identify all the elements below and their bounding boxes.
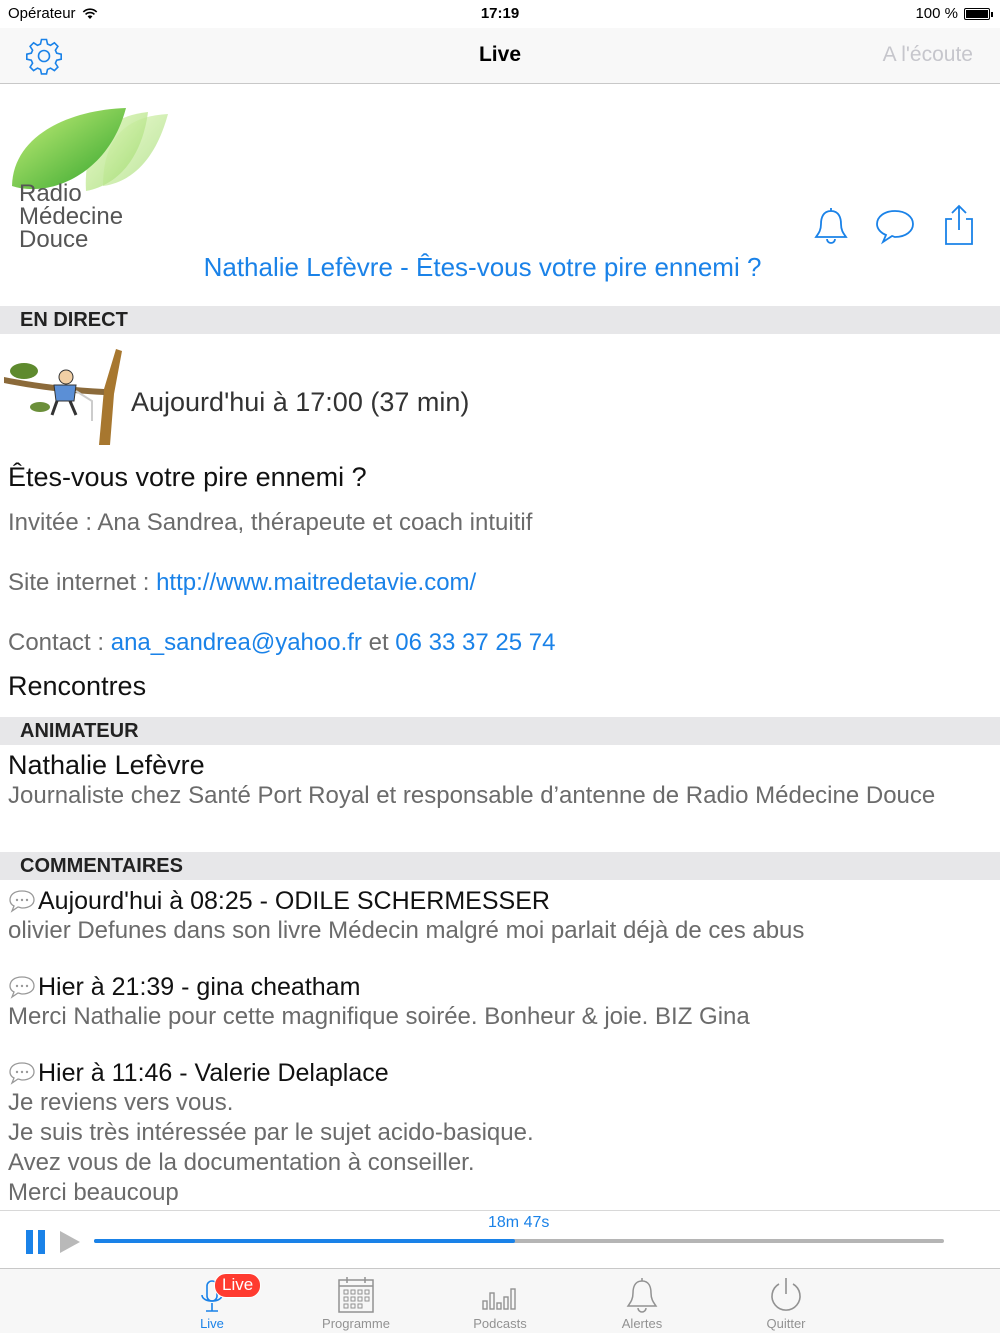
contact-line: Contact : ana_sandrea@yahoo.fr et 06 33 37 25 74 [8, 629, 556, 656]
tab-label: Quitter [766, 1316, 806, 1331]
tab-podcasts[interactable] [440, 1269, 560, 1333]
tab-live[interactable] [152, 1269, 272, 1333]
comment-header: Aujourd'hui à 08:25 - ODILE SCHERMESSER [38, 886, 550, 915]
live-badge: Live [214, 1273, 261, 1298]
comment-header: Hier à 21:39 - gina cheatham [38, 972, 361, 1001]
bell-icon[interactable] [810, 204, 852, 246]
live-time: Aujourd'hui à 17:00 (37 min) [131, 387, 470, 417]
live-episode [0, 345, 1000, 445]
show-title: Nathalie Lefèvre - Êtes-vous votre pire ennemi ? [203, 252, 762, 282]
page-title: Live [478, 43, 522, 66]
play-icon[interactable] [58, 1229, 82, 1255]
tab-alertes[interactable] [582, 1269, 702, 1333]
section-header-live: EN DIRECT [0, 306, 1000, 334]
comment-body: Je reviens vers vous. Je suis très intéressée par le sujet acido-basique. Avez vous de la documentation à conseiller. Merci beaucoup [8, 1089, 534, 1206]
host-name: Nathalie Lefèvre [8, 750, 205, 780]
tab-label: Live [200, 1316, 224, 1331]
tab-bar [0, 1268, 1000, 1333]
episode-thumbnail [4, 349, 126, 445]
comment-bubble-icon[interactable] [874, 204, 916, 246]
radio-logo [8, 106, 173, 253]
tab-label: Podcasts [473, 1316, 527, 1331]
clock: 17:19 [480, 5, 520, 22]
episode-category: Rencontres [8, 671, 147, 701]
progress-fill [94, 1239, 515, 1243]
show-header [0, 84, 1000, 306]
bell-icon [622, 1275, 662, 1315]
section-header-host: ANIMATEUR [0, 717, 1000, 745]
section-header-comments: COMMENTAIRES [0, 852, 1000, 880]
tab-label: Programme [322, 1316, 390, 1331]
pause-icon[interactable] [25, 1229, 47, 1255]
comment-item [8, 1058, 988, 1208]
speech-bubble-icon [8, 889, 36, 913]
status-bar [0, 0, 1000, 28]
battery-icon [964, 8, 990, 20]
website-line: Site internet : http://www.maitredetavie.com/ [8, 569, 477, 596]
tab-quitter[interactable] [726, 1269, 846, 1333]
phone-link[interactable]: 06 33 37 25 74 [395, 629, 556, 656]
progress-slider[interactable] [94, 1239, 944, 1243]
logo-text: Radio Médecine Douce [19, 180, 124, 253]
calendar-icon [336, 1275, 376, 1315]
equalizer-icon [480, 1275, 520, 1315]
battery-percent: 100 % [915, 5, 958, 22]
speech-bubble-icon [8, 1061, 36, 1085]
battery [915, 5, 990, 22]
speech-bubble-icon [8, 975, 36, 999]
host-description: Journaliste chez Santé Port Royal et responsable d’antenne de Radio Médecine Douce [8, 782, 936, 809]
comment-header: Hier à 11:46 - Valerie Delaplace [38, 1058, 389, 1087]
tab-label: Alertes [621, 1316, 663, 1331]
tab-programme[interactable] [296, 1269, 416, 1333]
elapsed-time: 18m 47s [488, 1214, 550, 1231]
comment-item [8, 972, 988, 1032]
carrier-label: Opérateur [8, 5, 76, 22]
email-link[interactable]: ana_sandrea@yahoo.fr [110, 629, 362, 656]
navigation-bar [0, 28, 1000, 84]
power-icon [766, 1275, 806, 1315]
header-actions [810, 204, 980, 246]
audio-player [0, 1210, 1000, 1268]
website-link[interactable]: http://www.maitredetavie.com/ [156, 569, 477, 596]
comment-item [8, 886, 988, 946]
comment-body: Merci Nathalie pour cette magnifique soirée. Bonheur & joie. BIZ Gina [8, 1003, 750, 1030]
guest-info: Invitée : Ana Sandrea, thérapeute et coach intuitif [8, 509, 533, 536]
now-listening-button[interactable]: A l'écoute [882, 43, 973, 66]
episode-title: Êtes-vous votre pire ennemi ? [8, 462, 367, 492]
comment-body: olivier Defunes dans son livre Médecin malgré moi parlait déjà de ces abus [8, 917, 805, 944]
share-icon[interactable] [938, 204, 980, 246]
